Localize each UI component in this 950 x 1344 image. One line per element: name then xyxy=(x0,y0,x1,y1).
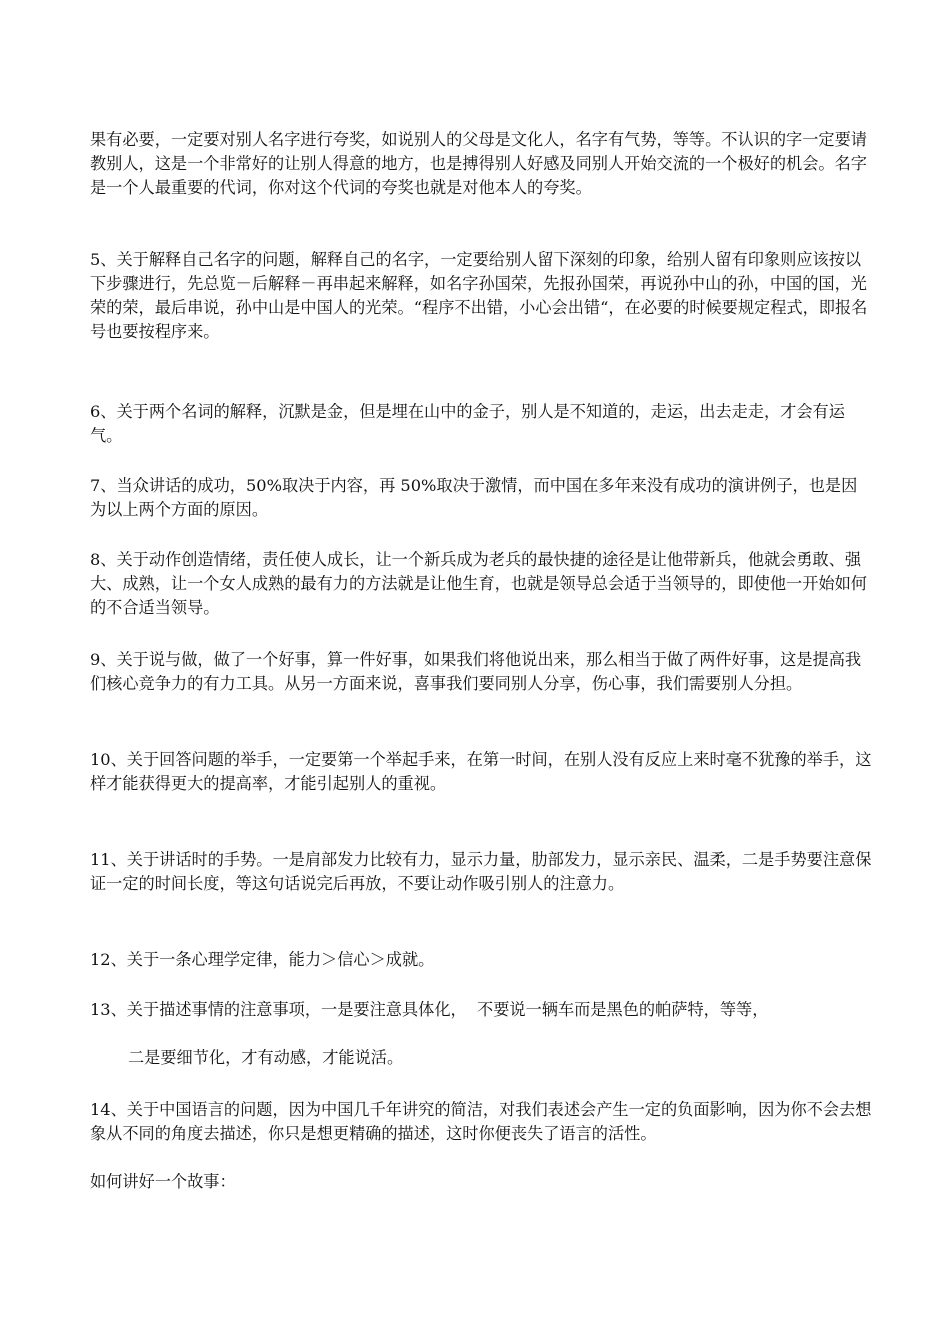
paragraph-6: 6、关于两个名词的解释，沉默是金，但是埋在山中的金子，别人是不知道的，走运，出去走走，才会有运气。 xyxy=(90,402,845,445)
paragraph-13: 13、关于描述事情的注意事项，一是要注意具体化， 不要说一辆车而是黑色的帕萨特，等等， xyxy=(90,1000,769,1019)
paragraph-12: 12、关于一条心理学定律，能力＞信心＞成就。 xyxy=(90,950,435,969)
paragraph-8: 8、关于动作创造情绪，责任使人成长，让一个新兵成为老兵的最快捷的途径是让他带新兵，他就会勇敢、强大、成熟，让一个女人成熟的最有力的方法就是让他生育，也就是领导总会适于当领导的，即使他一开始如何的不合适当领导。 xyxy=(90,550,867,617)
paragraph-name-praise: 果有必要，一定要对别人名字进行夸奖，如说别人的父母是文化人，名字有气势，等等。不认识的字一定要请教别人，这是一个非常好的让别人得意的地方，也是搏得别人好感及同别人开始交流的一个极好的机会。名字是一个人最重要的代词，你对这个代词的夸奖也就是对他本人的夸奖。 xyxy=(90,130,867,197)
paragraph-11: 11、关于讲话时的手势。一是肩部发力比较有力，显示力量，肋部发力，显示亲民、温柔，二是手势要注意保证一定的时间长度，等这句话说完后再放，不要让动作吸引别人的注意力。 xyxy=(90,850,872,893)
paragraph-13-continuation: 二是要细节化，才有动感，才能说活。 xyxy=(128,1048,404,1067)
paragraph-5: 5、关于解释自己名字的问题，解释自己的名字，一定要给别人留下深刻的印象，给别人留有印象则应该按以下步骤进行，先总览－后解释－再串起来解释，如名字孙国荣，先报孙国荣，再说孙中山的孙，中国的国，光荣的荣，最后串说，孙中山是中国人的光荣。“程序不出错，小心会出错“，在必要的时候要规定程式，即报名号也要按程序来。 xyxy=(90,250,868,341)
paragraph-14: 14、关于中国语言的问题，因为中国几千年讲究的简洁，对我们表述会产生一定的负面影响，因为你不会去想象从不同的角度去描述，你只是想更精确的描述，这时你便丧失了语言的活性。 xyxy=(90,1100,872,1143)
paragraph-10: 10、关于回答问题的举手，一定要第一个举起手来，在第一时间，在别人没有反应上来时毫不犹豫的举手，这样才能获得更大的提高率，才能引起别人的重视。 xyxy=(90,750,872,793)
paragraph-7: 7、当众讲话的成功，50%取决于内容，再 50%取决于激情，而中国在多年来没有成功的演讲例子，也是因为以上两个方面的原因。 xyxy=(90,476,858,519)
paragraph-9: 9、关于说与做，做了一个好事，算一件好事，如果我们将他说出来，那么相当于做了两件好事，这是提高我们核心竞争力的有力工具。从另一方面来说，喜事我们要同别人分享，伤心事，我们需要别人分担。 xyxy=(90,650,862,693)
section-heading-storytelling: 如何讲好一个故事： xyxy=(90,1172,236,1191)
